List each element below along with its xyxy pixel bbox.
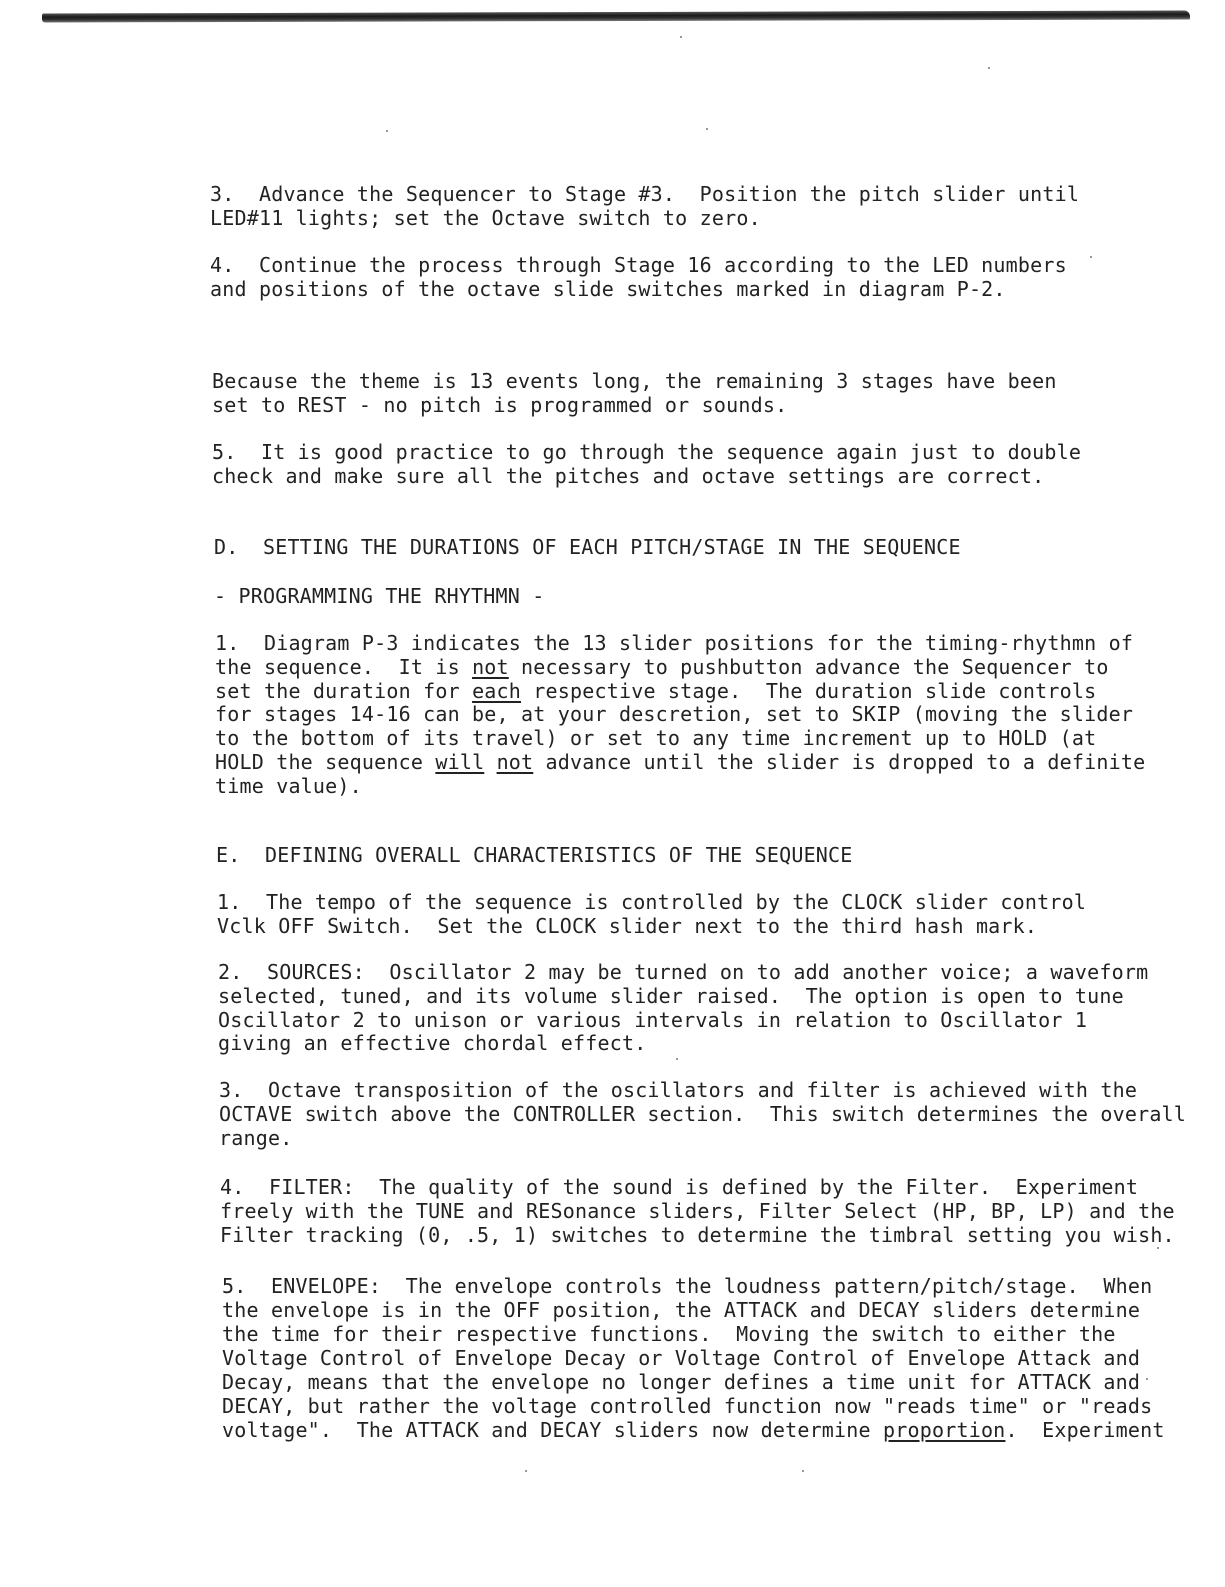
text-run: each bbox=[472, 678, 522, 703]
text-run: 3. Advance the Sequencer to Stage #3. Position the pitch slider until bbox=[210, 182, 1080, 206]
paragraph-line bbox=[222, 1274, 1152, 1298]
text-run: HOLD the sequence bbox=[215, 750, 436, 774]
text-run: Decay, means that the envelope no longer defines a time unit for ATTACK and bbox=[222, 1370, 1141, 1394]
scan-speck bbox=[802, 1470, 804, 1472]
text-run: time value). bbox=[215, 773, 362, 798]
text-run: will bbox=[435, 750, 485, 774]
text-run: to the bottom of its travel) or set to any time increment up to HOLD (at bbox=[215, 726, 1097, 751]
paragraph-line bbox=[210, 253, 1067, 277]
paragraph-line bbox=[210, 182, 1079, 206]
text-run: LED#11 lights; set the Octave switch to zero. bbox=[210, 205, 761, 230]
text-run: . Experiment bbox=[1005, 1418, 1165, 1442]
text-run: Because the theme is 13 events long, the remaining 3 stages have been bbox=[212, 369, 1057, 393]
section-heading-line bbox=[214, 535, 961, 559]
paragraph-line bbox=[215, 679, 1096, 703]
text-run: giving an effective chordal effect. bbox=[218, 1031, 647, 1056]
scan-speck bbox=[676, 1058, 678, 1060]
paragraph-line bbox=[218, 1008, 1087, 1032]
scan-speck bbox=[525, 1470, 527, 1472]
paragraph-line bbox=[215, 750, 1145, 774]
paragraph-line bbox=[222, 1346, 1140, 1370]
text-run: set the duration for bbox=[215, 678, 473, 703]
paragraph-line bbox=[215, 655, 1109, 679]
text-run: D. SETTING THE DURATIONS OF EACH PITCH/STAGE IN THE SEQUENCE bbox=[214, 535, 961, 559]
paragraph-line bbox=[222, 1418, 1165, 1442]
text-run: check and make sure all the pitches and octave settings are correct. bbox=[212, 464, 1045, 488]
text-run: E. DEFINING OVERALL CHARACTERISTICS OF THE SEQUENCE bbox=[216, 843, 853, 867]
text-run: 1. The tempo of the sequence is controlled by the CLOCK slider control bbox=[217, 890, 1087, 914]
subheading-line bbox=[214, 584, 545, 608]
paragraph-line bbox=[212, 464, 1044, 488]
paragraph-line bbox=[210, 277, 1006, 301]
paragraph-line bbox=[210, 206, 761, 230]
paragraph-line bbox=[219, 1126, 292, 1150]
text-run: not bbox=[496, 750, 534, 774]
text-run: respective stage. The duration slide controls bbox=[521, 678, 1097, 703]
paragraph-line bbox=[222, 1394, 1152, 1418]
text-run: 5. It is good practice to go through the sequence again just to double bbox=[212, 440, 1082, 464]
text-run: voltage". The ATTACK and DECAY sliders now determine bbox=[222, 1418, 884, 1442]
text-run: selected, tuned, and its volume slider raised. The option is open to tune bbox=[218, 983, 1124, 1008]
text-run: DECAY, but rather the voltage controlled function now "reads time" or "reads bbox=[222, 1394, 1153, 1418]
paragraph-line bbox=[218, 984, 1124, 1008]
scan-speck bbox=[1146, 1378, 1148, 1380]
text-run: advance until the slider is dropped to a definite bbox=[533, 750, 1146, 774]
paragraph-line bbox=[215, 774, 362, 798]
text-run: Vclk OFF Switch. Set the CLOCK slider next to the third hash mark. bbox=[217, 913, 1038, 938]
paragraph-line bbox=[220, 1199, 1175, 1223]
scan-speck bbox=[680, 36, 682, 38]
text-run: Filter tracking (0, .5, 1) switches to determine the timbral setting you wish. bbox=[220, 1223, 1175, 1247]
paragraph-line bbox=[218, 1031, 646, 1055]
scan-speck bbox=[988, 67, 990, 69]
paragraph-line bbox=[217, 890, 1086, 914]
paragraph-line bbox=[212, 440, 1081, 464]
scan-edge-artifact bbox=[42, 10, 1190, 22]
text-run: Voltage Control of Envelope Decay or Voltage Control of Envelope Attack and bbox=[222, 1346, 1141, 1370]
paragraph-line bbox=[212, 369, 1057, 393]
text-run: 4. FILTER: The quality of the sound is defined by the Filter. Experiment bbox=[220, 1175, 1139, 1199]
text-run: proportion bbox=[883, 1418, 1006, 1442]
paragraph-line bbox=[219, 1078, 1137, 1102]
paragraph-line bbox=[222, 1370, 1140, 1394]
scan-speck bbox=[1157, 1247, 1159, 1249]
section-heading-line bbox=[216, 843, 853, 867]
scan-speck bbox=[706, 128, 708, 130]
text-run bbox=[484, 750, 496, 774]
text-run: the time for their respective functions. Moving the switch to either the bbox=[222, 1322, 1116, 1346]
text-run: 2. SOURCES: Oscillator 2 may be turned on to add another voice; a waveform bbox=[218, 960, 1149, 984]
text-run: not bbox=[472, 654, 509, 679]
text-run: 4. Continue the process through Stage 16 according to the LED numbers bbox=[210, 253, 1067, 277]
text-run: 5. ENVELOPE: The envelope controls the loudness pattern/pitch/stage. When bbox=[222, 1274, 1153, 1298]
text-run: and positions of the octave slide switches marked in diagram P-2. bbox=[210, 276, 1006, 301]
text-run: freely with the TUNE and RESonance sliders, Filter Select (HP, BP, LP) and the bbox=[220, 1199, 1175, 1223]
paragraph-line bbox=[215, 726, 1096, 750]
text-run: necessary to pushbutton advance the Sequencer to bbox=[508, 654, 1109, 679]
paragraph-line bbox=[222, 1322, 1116, 1346]
text-run: 1. Diagram P-3 indicates the 13 slider positions for the timing-rhythmn of bbox=[215, 631, 1134, 655]
text-run: the sequence. It is bbox=[215, 654, 473, 679]
text-run: the envelope is in the OFF position, the ATTACK and DECAY sliders determine bbox=[222, 1298, 1141, 1322]
paragraph-line bbox=[220, 1175, 1138, 1199]
paragraph-line bbox=[222, 1298, 1140, 1322]
text-run: OCTAVE switch above the CONTROLLER section. This switch determines the overall bbox=[219, 1102, 1187, 1126]
text-run: 3. Octave transposition of the oscillators and filter is achieved with the bbox=[219, 1078, 1138, 1102]
text-run: for stages 14-16 can be, at your descretion, set to SKIP (moving the slider bbox=[215, 702, 1134, 727]
scan-speck bbox=[386, 130, 388, 132]
paragraph-line bbox=[217, 914, 1037, 938]
scan-speck bbox=[1090, 256, 1092, 258]
paragraph-line bbox=[212, 393, 787, 417]
paragraph-line bbox=[219, 1102, 1186, 1126]
text-run: set to REST - no pitch is programmed or sounds. bbox=[212, 393, 788, 417]
paragraph-line bbox=[215, 702, 1133, 726]
paragraph-line bbox=[218, 960, 1148, 984]
text-run: Oscillator 2 to unison or various intervals in relation to Oscillator 1 bbox=[218, 1007, 1088, 1032]
text-run: - PROGRAMMING THE RHYTHMN - bbox=[214, 584, 545, 608]
text-run: range. bbox=[219, 1126, 293, 1150]
paragraph-line bbox=[220, 1223, 1175, 1247]
paragraph-line bbox=[215, 631, 1133, 655]
